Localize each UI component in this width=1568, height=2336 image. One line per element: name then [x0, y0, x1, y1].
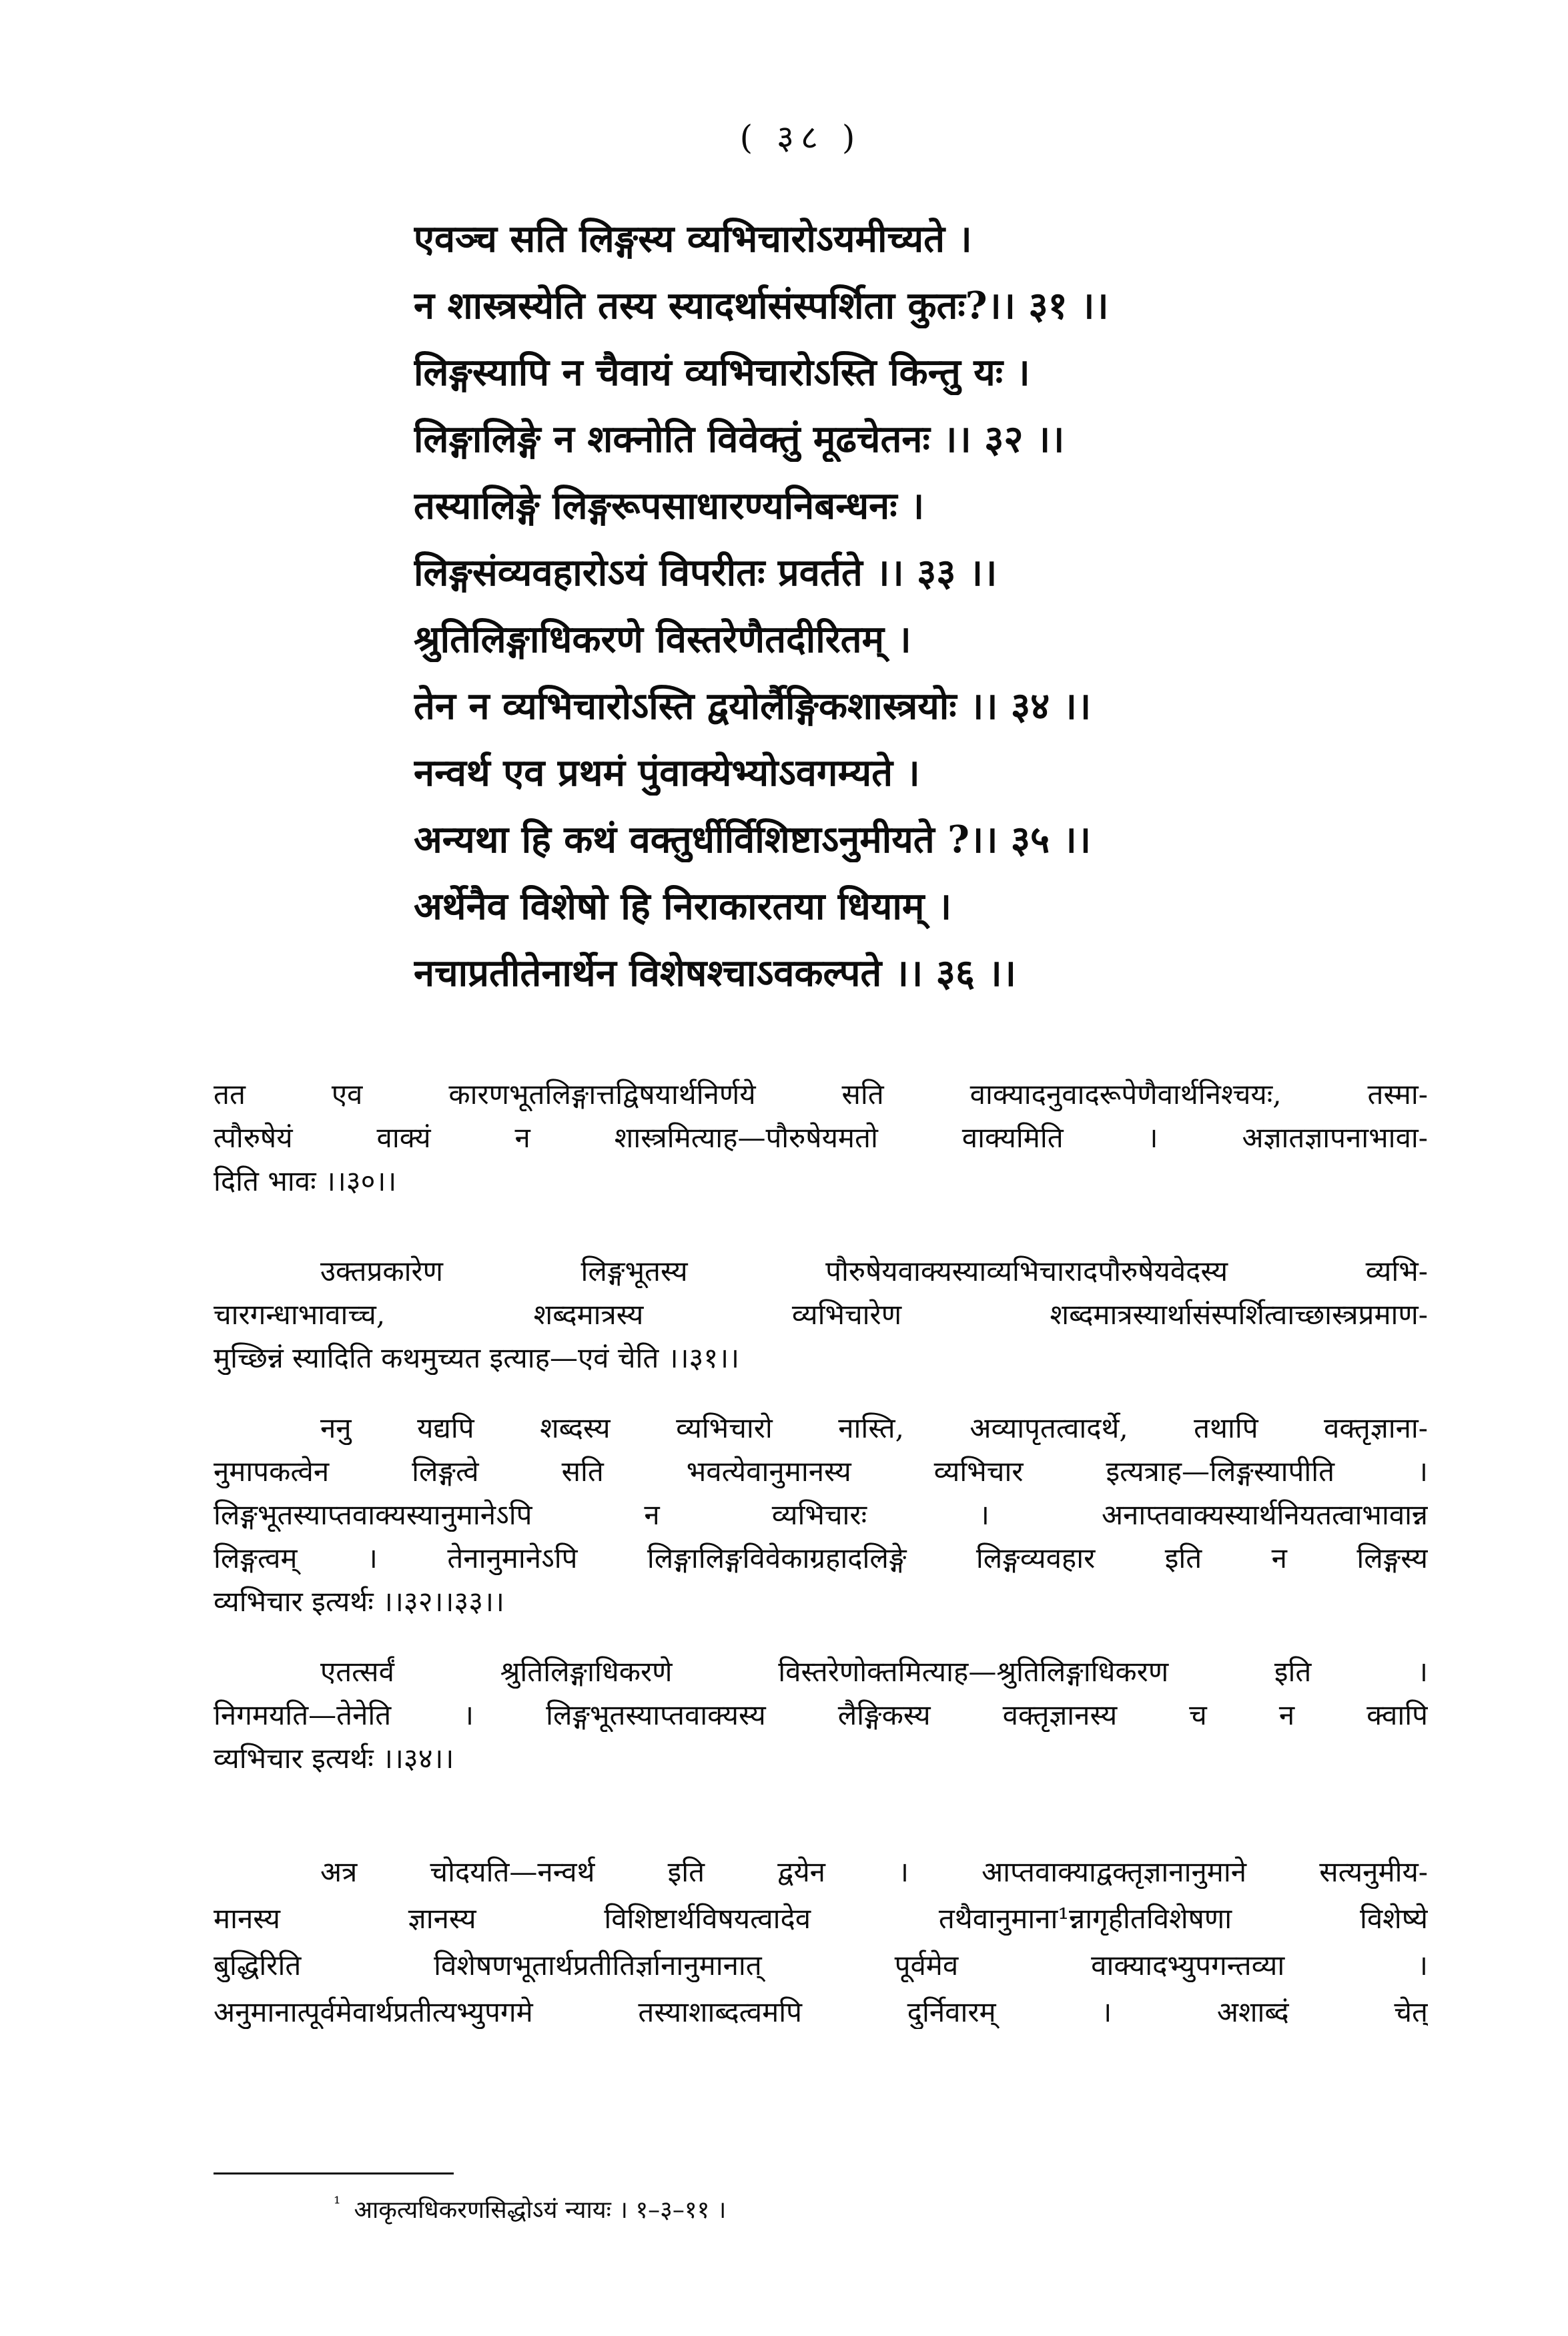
verse-line: एवञ्च सति लिङ्गस्य व्यभिचारोऽयमीच्यते । [414, 217, 972, 261]
verse-line: श्रुतिलिङ्गाधिकरणे विस्तरेणैतदीरितम् । [414, 617, 911, 661]
verse-line: तेन न व्यभिचारोऽस्ति द्वयोर्लैङ्गिकशास्त्रयोः ।। ३४ ।। [414, 684, 1092, 728]
paragraph-line: दिति भावः ।।३०।। [214, 1165, 397, 1197]
paragraph-line: निगमयति—तेनेति । लिङ्गभूतस्याप्तवाक्यस्य लैङ्गिकस्य वक्तृज्ञानस्य च न क्वापि [214, 1699, 1428, 1731]
verse-line: लिङ्गस्यापि न चैवायं व्यभिचारोऽस्ति किन्तु यः । [414, 350, 1030, 394]
paragraph-line: उक्तप्रकारेण लिङ्गभूतस्य पौरुषेयवाक्यस्याव्यभिचारादपौरुषेयवेदस्य व्यभि- [320, 1255, 1428, 1287]
paragraph-line: ननु यद्यपि शब्दस्य व्यभिचारो नास्ति, अव्यापृतत्वादर्थे, तथापि वक्तृज्ञाना- [320, 1412, 1428, 1444]
footnote-marker: ¹ [334, 2194, 341, 2214]
paragraph-line: त्पौरुषेयं वाक्यं न शास्त्रमित्याह—पौरुषेयमतो वाक्यमिति । अज्ञातज्ञापनाभावा- [214, 1121, 1428, 1154]
paragraph-line: लिङ्गत्वम् । तेनानुमानेऽपि लिङ्गालिङ्गविवेकाग्रहादलिङ्गे लिङ्गव्यवहार इति न लिङ्गस्य [214, 1542, 1428, 1574]
paragraph-line: मानस्य ज्ञानस्य विशिष्टार्थविषयत्वादेव तथैवानुमाना¹न्नागृहीतविशेषणा विशेष्ये [214, 1902, 1428, 1935]
paragraph-line: अत्र चोदयति—नन्वर्थ इति द्वयेन । आप्तवाक्याद्वक्तृज्ञानानुमाने सत्यनुमीय- [320, 1855, 1428, 1888]
paragraph-line: मुच्छिन्नं स्यादिति कथमुच्यत इत्याह—एवं चेति ।।३१।। [214, 1342, 740, 1374]
footnote [334, 2193, 1268, 2225]
verse-line: नचाप्रतीतेनार्थेन विशेषश्चाऽवकल्पते ।। ३६ ।। [414, 951, 1016, 995]
paragraph-line: चारगन्धाभावाच्च, शब्दमात्रस्य व्यभिचारेण शब्दमात्रस्यार्थासंस्पर्शित्वाच्छास्त्रप्रमाण- [214, 1298, 1428, 1331]
verse-line: नन्वर्थ एव प्रथमं पुंवाक्येभ्योऽवगम्यते । [414, 751, 920, 795]
paragraph-line: व्यभिचार इत्यर्थः ।।३४।। [214, 1742, 454, 1775]
verse-line: न शास्त्रस्येति तस्य स्यादर्थासंस्पर्शिता कुतः?।। ३१ ।। [414, 284, 1109, 328]
verse-line: अन्यथा हि कथं वक्तुर्धीर्विशिष्टाऽनुमीयते ?।। ३५ ।। [414, 818, 1092, 862]
verse-line: लिङ्गसंव्यवहारोऽयं विपरीतः प्रवर्तते ।। ३३ ।। [414, 551, 998, 595]
footnote-rule [214, 2172, 454, 2174]
verse-line: लिङ्गालिङ्गे न शक्नोति विवेक्तुं मूढचेतनः ।। ३२ ।। [414, 417, 1065, 461]
paragraph-line: लिङ्गभूतस्याप्तवाक्यस्यानुमानेऽपि न व्यभिचारः । अनाप्तवाक्यस्यार्थनियतत्वाभावान्न [214, 1498, 1428, 1531]
paragraph-line: व्यभिचार इत्यर्थः ।।३२।।३३।। [214, 1585, 504, 1618]
paragraph-line: बुद्धिरिति विशेषणभूतार्थप्रतीतिर्ज्ञानानुमानात् पूर्वमेव वाक्यादभ्युपगन्तव्या । [214, 1949, 1428, 1982]
footnote-text: आकृत्यधिकरणसिद्धोऽयं न्यायः । १–३–११ । [354, 2197, 727, 2224]
paragraph-line: नुमापकत्वेन लिङ्गत्वे सति भवत्येवानुमानस्य व्यभिचार इत्यत्राह—लिङ्गस्यापीति । [214, 1455, 1428, 1488]
paragraph-line: तत एव कारणभूतलिङ्गात्तद्विषयार्थनिर्णये सति वाक्यादनुवादरूपेणैवार्थनिश्चयः, तस्मा- [214, 1078, 1428, 1111]
paragraph-line: अनुमानात्पूर्वमेवार्थप्रतीत्यभ्युपगमे तस्याशाब्दत्वमपि दुर्निवारम् । अशाब्दं चेत् [214, 1996, 1428, 2028]
verse-line: तस्यालिङ्गे लिङ्गरूपसाधारण्यनिबन्धनः । [414, 484, 925, 528]
verse-line: अर्थेनैव विशेषो हि निराकारतया धियाम् । [414, 884, 952, 928]
paragraph-line: एतत्सर्वं श्रुतिलिङ्गाधिकरणे विस्तरेणोक्तमित्याह—श्रुतिलिङ्गाधिकरण इति । [320, 1655, 1428, 1688]
page-number: ( ३८ ) [739, 118, 862, 157]
